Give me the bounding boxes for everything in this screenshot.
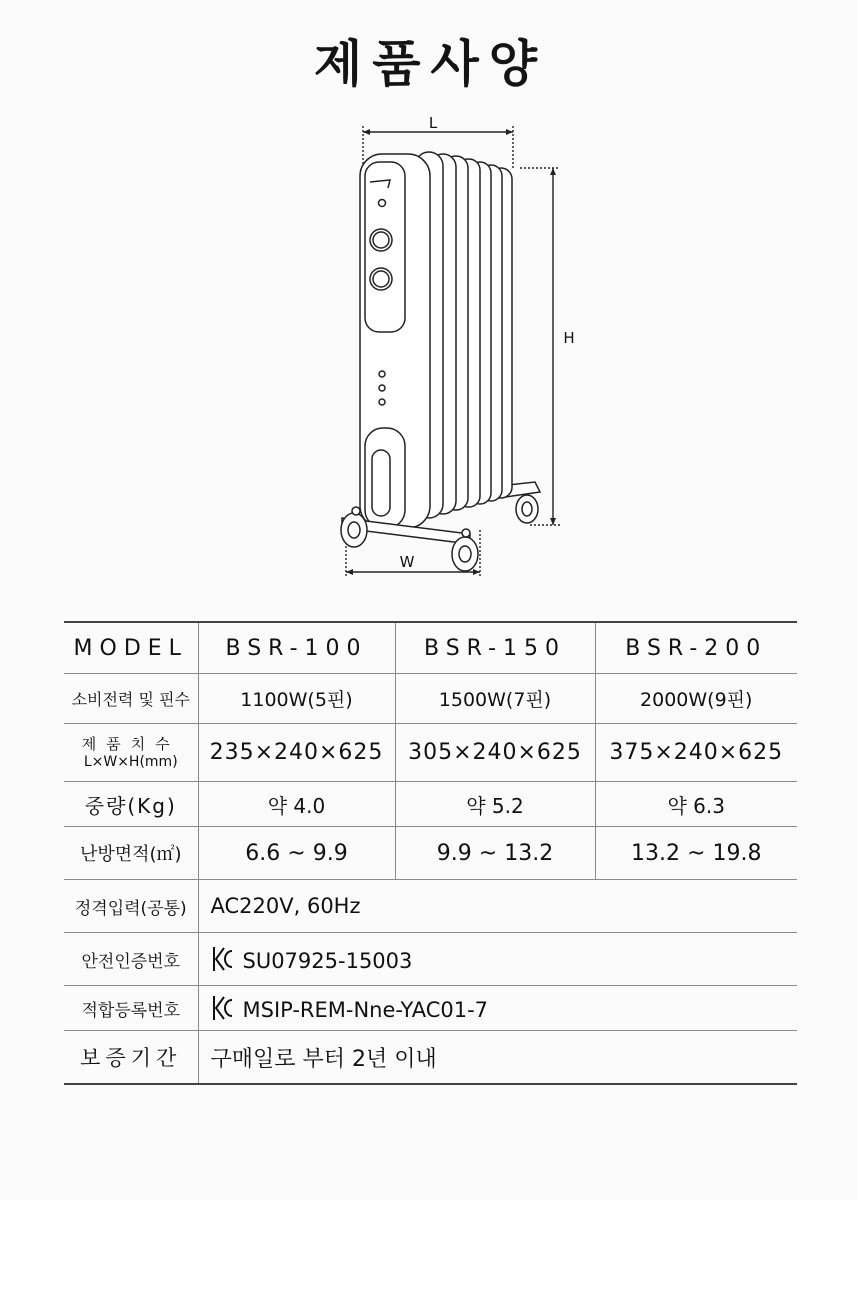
size-value-2: 305×240×625 — [395, 724, 595, 782]
safety-cert-value: SU07925-15003 — [242, 949, 413, 973]
row-safety-cert — [64, 933, 797, 986]
weight-value-3: 약 6.3 — [595, 782, 797, 827]
power-value-3: 2000W(9핀) — [595, 674, 797, 724]
oil-heater-illustration — [320, 110, 580, 580]
heater-diagram — [320, 110, 580, 580]
power-value-1: 1100W(5핀) — [198, 674, 395, 724]
size-label — [64, 724, 198, 782]
rated-input-label: 정격입력(공통) — [64, 880, 198, 933]
row-conformity-reg — [64, 986, 797, 1031]
safety-cert-label: 안전인증번호 — [64, 933, 198, 986]
row-warranty — [64, 1031, 797, 1085]
size-value-3: 375×240×625 — [595, 724, 797, 782]
kc-mark-icon — [211, 994, 235, 1022]
row-weight — [64, 782, 797, 827]
size-value-1: 235×240×625 — [198, 724, 395, 782]
dimension-w-label: W — [399, 553, 415, 571]
dimension-l-label: L — [428, 114, 438, 132]
warranty-label: 보증기간 — [64, 1031, 198, 1085]
model-value-1: BSR-100 — [198, 622, 395, 674]
area-value-2: 9.9 ~ 13.2 — [395, 827, 595, 880]
model-value-2: BSR-150 — [395, 622, 595, 674]
row-rated-input — [64, 880, 797, 933]
model-label: MODEL — [64, 622, 198, 674]
area-value-1: 6.6 ~ 9.9 — [198, 827, 395, 880]
conformity-reg-value: MSIP-REM-Nne-YAC01-7 — [242, 998, 489, 1022]
weight-label: 중량(Kg) — [64, 782, 198, 827]
weight-value-1: 약 4.0 — [198, 782, 395, 827]
power-value-2: 1500W(7핀) — [395, 674, 595, 724]
size-label-top: 제품치수 — [81, 734, 180, 753]
safety-cert-cell — [198, 933, 797, 986]
size-label-bottom: L×W×H(mm) — [83, 753, 178, 770]
kc-mark-icon — [211, 945, 235, 973]
row-heating-area — [64, 827, 797, 880]
rated-input-value: AC220V, 60Hz — [198, 880, 797, 933]
page-title: 제품사양 — [313, 35, 548, 93]
conformity-reg-cell — [198, 986, 797, 1031]
area-value-3: 13.2 ~ 19.8 — [595, 827, 797, 880]
row-model — [64, 622, 797, 674]
power-label: 소비전력 및 핀수 — [64, 674, 198, 724]
weight-value-2: 약 5.2 — [395, 782, 595, 827]
row-power — [64, 674, 797, 724]
area-label: 난방면적(㎡) — [64, 827, 198, 880]
spec-table — [64, 621, 797, 1085]
dimension-h-label: H — [563, 329, 575, 347]
row-size — [64, 724, 797, 782]
model-value-3: BSR-200 — [595, 622, 797, 674]
warranty-value: 구매일로 부터 2년 이내 — [198, 1031, 797, 1085]
conformity-reg-label: 적합등록번호 — [64, 986, 198, 1031]
